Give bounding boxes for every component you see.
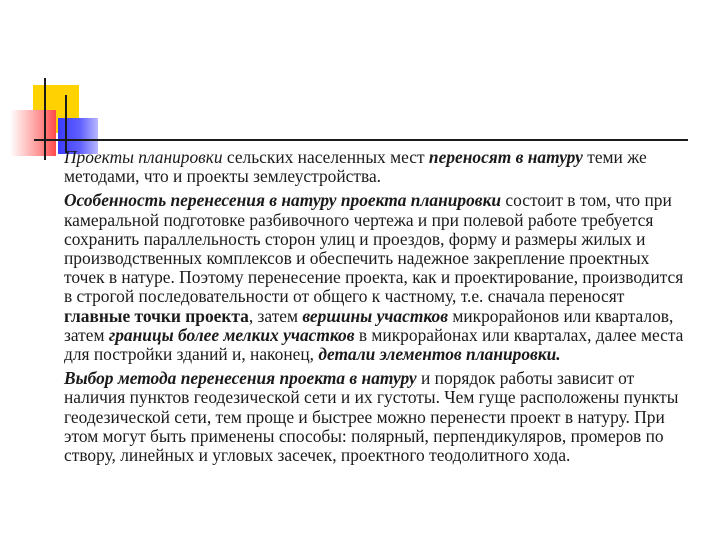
text-span: сельских населенных мест [222, 147, 429, 167]
text-span: переносят в натуру [428, 147, 583, 167]
paragraph-3 [64, 369, 690, 465]
text-span: теми же методами, что и проекты землеустройства. [64, 147, 647, 187]
slide-body [64, 148, 690, 470]
paragraph-2 [64, 191, 690, 364]
text-span: микрорайонов или кварталов, затем [64, 305, 674, 345]
text-span: Выбор метода перенесения проекта в натуру [64, 368, 417, 389]
text-span: состоит в том, что при камеральной подготовке разбивочного чертежа и при полевой работе требуется сохранить параллельность сторон улиц и проездов, форму и размеры жилых и производственных комплексов и обеспечить надежное закрепление проектных точек в натуре. Поэтому перенесение проекта, как и проектирование, производится в строгой последовательности от общего к частному, т.е. сначала переносят [64, 190, 684, 307]
paragraph-1 [64, 148, 690, 186]
text-span: Проекты планировки [64, 147, 223, 167]
text-span: детали элементов планировки. [318, 344, 561, 365]
text-span: и порядок работы зависит от наличия пунктов геодезической сети и их густоты. Чем гуще расположены пункты геодезической сети, тем проще и быстрее можно перенести проект в натуру. При этом могут быть применены способы: полярный, перпендикуляров, промеров по створу, линейных и угловых засечек, проектного теодолитного хода. [64, 368, 679, 466]
text-span: , затем [248, 305, 303, 326]
red-square-decoration [10, 110, 56, 156]
text-span: границы более мелких участков [108, 324, 355, 345]
vertical-rule-left [44, 78, 46, 160]
text-span: в микрорайонах или кварталах, далее места для постройки зданий и, наконец, [64, 324, 684, 365]
horizontal-rule [34, 139, 688, 141]
vertical-rule-right [65, 95, 67, 153]
text-span: главные точки проекта [64, 305, 249, 326]
text-span: Особенность перенесения в натуру проекта планировки [64, 190, 502, 211]
text-span: вершины участков [302, 305, 448, 326]
